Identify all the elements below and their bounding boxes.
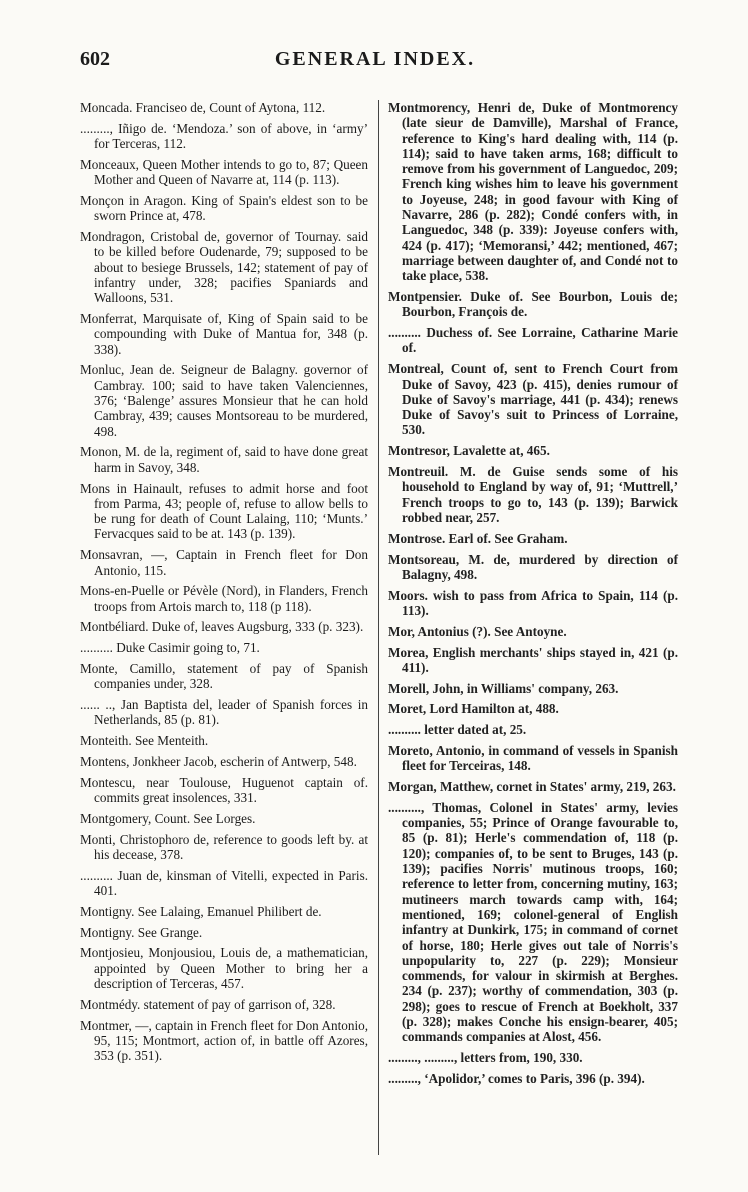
index-entry: Montmer, —, captain in French fleet for Don Antonio, 95, 115; Montmort, action of, in battle off Azores, 353 (p. 351).: [80, 1017, 368, 1064]
index-entry: Moreto, Antonio, in command of vessels in Spanish fleet for Terceiras, 148.: [388, 742, 678, 774]
index-entry: Montmorency, Henri de, Duke of Montmorency (late sieur de Damville), Marshal of France, reference to King's hard dealing with, 114 (p. 114); said to have taken arms, 168; difficult to remove from his government of Languedoc, 209; French king wishes him to leave his government to Joyeuse, 248; in good favour with King of Navarre, 286 (p. 282); Condé confers with, in Languedoc, 348 (p. 339): Joyeuse confers with, 424 (p. 417); ‘Memoransi,’ 442; mentioned, 467; marriage between daughter of, and Condé not to take place, 538.: [388, 100, 678, 284]
index-entry: Montsoreau, M. de, murdered by direction of Balagny, 498.: [388, 551, 678, 582]
index-entry: Moret, Lord Hamilton at, 488.: [388, 701, 559, 717]
page-header: [80, 48, 670, 78]
index-entry: Montens, Jonkheer Jacob, escherin of Antwerp, 548.: [80, 753, 357, 769]
index-entry: .......... Juan de, kinsman of Vitelli, expected in Paris. 401.: [80, 867, 368, 899]
column-divider: [378, 100, 379, 1155]
index-entry: Montreal, Count of, sent to French Court from Duke of Savoy, 423 (p. 415), denies rumour of Duke of Savoy's marriage, 441 (p. 434); renews Duke of Savoy's suit to Princess of Lorraine, 530.: [388, 361, 678, 438]
index-entry: Montrose. Earl of. See Graham.: [388, 530, 568, 546]
index-entry: Morea, English merchants' ships stayed in, 421 (p. 411).: [388, 644, 678, 675]
index-entry: Monceaux, Queen Mother intends to go to, 87; Queen Mother and Queen of Navarre at, 114 (p. 113).: [80, 156, 368, 188]
index-entry: ...... .., Jan Baptista del, leader of Spanish forces in Netherlands, 85 (p. 81).: [80, 697, 368, 728]
index-entry: Monti, Christophoro de, reference to goods left by. at his decease, 378.: [80, 831, 368, 862]
index-entry: Montigny. See Lalaing, Emanuel Philibert de.: [80, 903, 322, 919]
index-entry: Montresor, Lavalette at, 465.: [388, 443, 550, 459]
index-entry: Mons-en-Puelle or Pévèle (Nord), in Flanders, French troops from Artois march to, 118 (p 118).: [80, 583, 368, 614]
index-entry: Monferrat, Marquisate of, King of Spain said to be compounding with Duke of Mantua for, 348 (p. 338).: [80, 311, 368, 357]
index-entry: Montmédy. statement of pay of garrison of, 328.: [80, 996, 336, 1012]
index-entry: Morell, John, in Williams' company, 263.: [388, 680, 619, 696]
page-number: 602: [80, 48, 110, 70]
index-entry: Morgan, Matthew, cornet in States' army, 219, 263.: [388, 779, 676, 795]
index-entry: Moors. wish to pass from Africa to Spain, 114 (p. 113).: [388, 587, 678, 618]
index-entry: Montpensier. Duke of. See Bourbon, Louis de; Bourbon, François de.: [388, 289, 678, 320]
index-entry: Monsavran, —, Captain in French fleet for Don Antonio, 115.: [80, 547, 368, 578]
index-entry: Montbéliard. Duke of, leaves Augsburg, 333 (p. 323).: [80, 619, 364, 635]
index-entry: ........., ‘Apolidor,’ comes to Paris, 396 (p. 394).: [388, 1070, 645, 1086]
index-entry: Mons in Hainault, refuses to admit horse and foot from Parma, 43; people of, refuse to allow bells to be rung for death of Count Lalaing, 110; ‘Munts.’ Fervacques said to be at. 143 (p. 139).: [80, 480, 368, 542]
index-entry: Monon, M. de la, regiment of, said to have done great harm in Savoy, 348.: [80, 444, 368, 475]
index-entry: .......... Duke Casimir going to, 71.: [80, 640, 260, 656]
index-entry: Montigny. See Grange.: [80, 924, 203, 940]
index-entry: Monçon in Aragon. King of Spain's eldest son to be sworn Prince at, 478.: [80, 192, 368, 224]
index-entry: .......... Duchess of. See Lorraine, Catharine Marie of.: [388, 325, 678, 356]
index-entry: Moncada. Franciseo de, Count of Aytona, 112.: [80, 100, 326, 115]
index-entry: Monte, Camillo, statement of pay of Spanish companies under, 328.: [80, 661, 368, 692]
index-entry: ........., Iñigo de. ‘Mendoza.’ son of above, in ‘army’ for Terceras, 112.: [80, 120, 368, 152]
index-entry: Montjosieu, Monjousiou, Louis de, a mathematician, appointed by Queen Mother to bring her a description of Terceras, 457.: [80, 945, 368, 992]
index-column-right: [388, 100, 678, 1092]
index-entry: .......... letter dated at, 25.: [388, 722, 527, 738]
index-entry: Monluc, Jean de. Seigneur de Balagny. governor of Cambray. 100; said to have taken Valenciennes, 376; ‘Balenge’ assures Monsieur that he can hold Cambray, 439; causes Montsoreau to be murdered, 498.: [80, 362, 368, 439]
page-title: GENERAL INDEX.: [274, 48, 476, 70]
index-entry: Mondragon, Cristobal de, governor of Tournay. said to be killed before Oudenarde, 79; supposed to be about to besiege Brussels, 142; statement of pay of infantry under, 328; pacifies Spaniards and Walloons, 531.: [80, 229, 368, 306]
index-entry: Mor, Antonius (?). See Antoyne.: [388, 623, 567, 639]
index-column-left: [80, 100, 368, 1069]
index-entry: Montreuil. M. de Guise sends some of his household to England by way of, 91; ‘Muttrell,’ French troops to go to, 143 (p. 139); Barwick robbed near, 257.: [388, 464, 678, 525]
index-entry: Monteith. See Menteith.: [80, 733, 209, 749]
index-entry: Montescu, near Toulouse, Huguenot captain of. commits great insolences, 331.: [80, 774, 368, 806]
index-entry: Montgomery, Count. See Lorges.: [80, 810, 256, 826]
index-entry: ........., ........., letters from, 190, 330.: [388, 1050, 583, 1066]
index-entry: .........., Thomas, Colonel in States' army, levies companies, 55; Prince of Orange favourable to, 85 (p. 81); Herle's commendation of, 118 (p. 120); companies of, to be sent to Bruges, 143 (p. 139); pacifies Norris' mutinous troops, 160; reference to letter from, concerning mutiny, 163; mutineers march towards camp with, 164; mentioned, 169; colonel-general of English infantry at Dunkirk, 175; in command of cornet of horse, 180; Herle gives out tale of Norris's unpopularity to, 227 (p. 229); Monsieur commends, for valour in skirmish at Berghes. 234 (p. 237); worthy of commendation, 303 (p. 298); goes to rescue of French at Boekholt, 337 (p. 328); makes Conche his ensign-bearer, 405; commands companies at Alost, 456.: [388, 799, 678, 1045]
